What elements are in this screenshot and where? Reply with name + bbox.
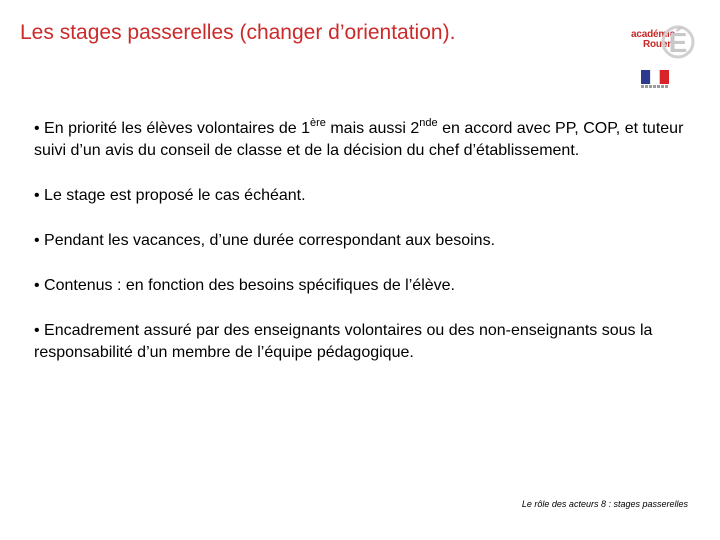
slide-title: Les stages passerelles (changer d’orientation). (20, 21, 456, 44)
bullet-marker: • (34, 277, 40, 294)
bullet-item-contenus: • Contenus : en fonction des besoins spécifiques de l’élève. (34, 277, 455, 294)
bullet-marker: • (34, 120, 40, 137)
republique-flag-icon (641, 70, 669, 84)
ministry-caption-mark (641, 85, 669, 88)
bullet-item-encadrement: • Encadrement assuré par des enseignants volontaires ou des non-enseignants sous la responsabilité d’un membre de l’équipe pédagogique. (34, 322, 653, 361)
letter-e-icon (661, 16, 695, 60)
slide-footer: Le rôle des acteurs 8 : stages passerelles (521, 499, 688, 509)
logo-line-2: Rouen (643, 39, 674, 50)
bullet-item-stage: • Le stage est proposé le cas échéant. (34, 187, 306, 204)
bullet-item-vacances: • Pendant les vacances, d’une durée correspondant aux besoins. (34, 232, 496, 249)
logo-letter: É (668, 27, 688, 58)
bullet-marker: • (34, 232, 40, 249)
bullet-item-priority: • En priorité les élèves volontaires de 1ère mais aussi 2nde en accord avec PP, COP, et tuteur suivi d’un avis du conseil de classe et de la décision du chef d’établissement. (34, 116, 684, 159)
bullet-marker: • (34, 187, 40, 204)
bullet-list (34, 118, 684, 387)
logo-line-1: académie (631, 29, 675, 40)
bullet-marker: • (34, 322, 40, 339)
academie-rouen-logo (627, 14, 699, 90)
